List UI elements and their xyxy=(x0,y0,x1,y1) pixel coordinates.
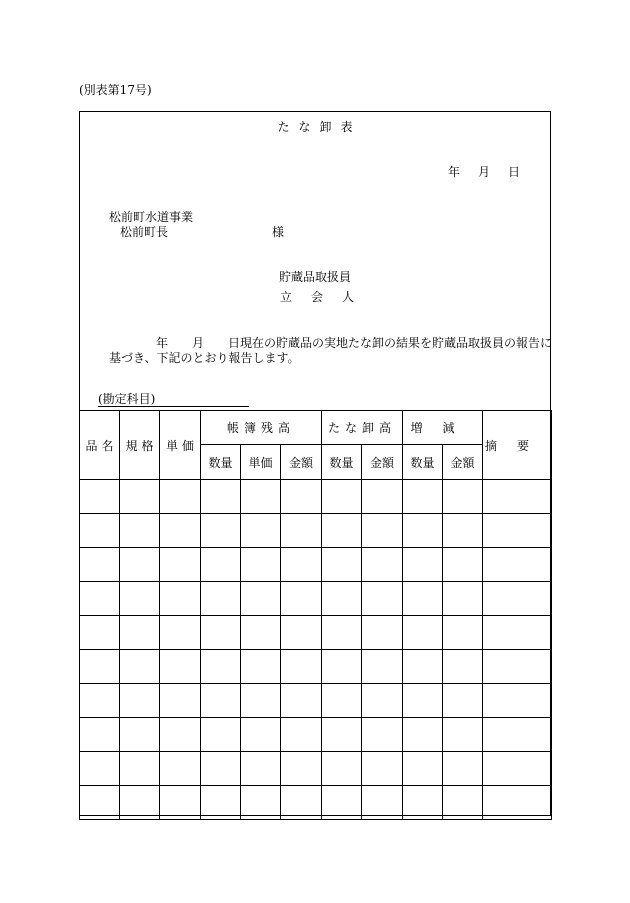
table-cell[interactable] xyxy=(322,752,362,786)
table-cell[interactable] xyxy=(281,480,322,514)
addressee-honorific: 様 xyxy=(272,225,285,239)
table-cell[interactable] xyxy=(241,480,281,514)
table-cell[interactable] xyxy=(443,650,483,684)
subheader-change-amount: 金額 xyxy=(443,445,483,480)
table-cell[interactable] xyxy=(403,752,443,786)
table-cell[interactable] xyxy=(160,480,201,514)
table-cell[interactable] xyxy=(322,718,362,752)
table-cell[interactable] xyxy=(120,514,160,548)
table-cell[interactable] xyxy=(160,786,201,820)
table-row xyxy=(80,650,552,684)
subheader-book-amount: 金額 xyxy=(281,445,322,480)
table-cell[interactable] xyxy=(403,684,443,718)
table-cell[interactable] xyxy=(322,514,362,548)
table-cell[interactable] xyxy=(443,548,483,582)
date-year-label: 年 xyxy=(447,165,460,179)
table-cell[interactable] xyxy=(403,650,443,684)
table-cell[interactable] xyxy=(120,480,160,514)
table-cell[interactable] xyxy=(160,650,201,684)
table-cell[interactable] xyxy=(241,616,281,650)
table-cell[interactable] xyxy=(120,684,160,718)
table-cell[interactable] xyxy=(80,616,120,650)
form-title: たな卸表 xyxy=(277,120,362,134)
table-cell[interactable] xyxy=(403,616,443,650)
subheader-book-quantity: 数量 xyxy=(201,445,241,480)
account-label: (勘定科目) xyxy=(98,392,249,407)
table-row xyxy=(80,514,552,548)
table-cell[interactable] xyxy=(281,616,322,650)
table-cell[interactable] xyxy=(483,582,552,616)
table-cell[interactable] xyxy=(201,582,241,616)
header-change: 増減 xyxy=(403,411,483,445)
table-cell[interactable] xyxy=(281,684,322,718)
table-cell[interactable] xyxy=(443,616,483,650)
table-cell[interactable] xyxy=(362,786,403,820)
table-cell[interactable] xyxy=(322,582,362,616)
table-cell[interactable] xyxy=(322,786,362,820)
table-cell[interactable] xyxy=(403,480,443,514)
statement-line-2: 基づき、下記のとおり報告します。 xyxy=(109,351,300,365)
subheader-book-unit-price: 単価 xyxy=(241,445,281,480)
table-cell[interactable] xyxy=(80,752,120,786)
table-row xyxy=(80,684,552,718)
table-cell[interactable] xyxy=(483,786,552,820)
witness-char-1: 立 xyxy=(280,290,293,304)
table-cell[interactable] xyxy=(201,480,241,514)
table-cell[interactable] xyxy=(281,514,322,548)
date-month-label: 月 xyxy=(477,165,490,179)
table-cell[interactable] xyxy=(443,514,483,548)
table-cell[interactable] xyxy=(120,786,160,820)
table-cell[interactable] xyxy=(120,616,160,650)
table-cell[interactable] xyxy=(160,514,201,548)
table-cell[interactable] xyxy=(160,548,201,582)
table-cell[interactable] xyxy=(443,752,483,786)
table-cell[interactable] xyxy=(201,752,241,786)
subheader-change-quantity: 数量 xyxy=(403,445,443,480)
header-unit-price: 単価 xyxy=(160,411,201,480)
table-cell[interactable] xyxy=(241,752,281,786)
table-cell[interactable] xyxy=(241,786,281,820)
table-row xyxy=(80,752,552,786)
header-remarks: 摘要 xyxy=(483,411,552,480)
table-row xyxy=(80,480,552,514)
table-cell[interactable] xyxy=(80,650,120,684)
table-cell[interactable] xyxy=(241,582,281,616)
table-cell[interactable] xyxy=(483,616,552,650)
addressee-org: 松前町水道事業 xyxy=(109,210,194,224)
table-cell[interactable] xyxy=(483,752,552,786)
table-cell[interactable] xyxy=(281,718,322,752)
table-cell[interactable] xyxy=(120,752,160,786)
table-cell[interactable] xyxy=(483,514,552,548)
table-cell[interactable] xyxy=(281,582,322,616)
table-cell[interactable] xyxy=(443,480,483,514)
table-cell[interactable] xyxy=(281,650,322,684)
table-cell[interactable] xyxy=(80,718,120,752)
table-cell[interactable] xyxy=(403,514,443,548)
witness-char-3: 人 xyxy=(342,290,355,304)
table-cell[interactable] xyxy=(160,616,201,650)
table-cell[interactable] xyxy=(80,514,120,548)
table-cell[interactable] xyxy=(80,582,120,616)
table-cell[interactable] xyxy=(362,548,403,582)
table-cell[interactable] xyxy=(201,786,241,820)
custodian-label: 貯蔵品取扱員 xyxy=(279,270,352,284)
header-inventory: たな卸高 xyxy=(322,411,403,445)
table-cell[interactable] xyxy=(241,684,281,718)
table-cell[interactable] xyxy=(120,650,160,684)
table-cell[interactable] xyxy=(403,548,443,582)
subheader-inventory-amount: 金額 xyxy=(362,445,403,480)
table-cell[interactable] xyxy=(483,684,552,718)
witness-char-2: 会 xyxy=(311,290,324,304)
table-cell[interactable] xyxy=(120,582,160,616)
table-cell[interactable] xyxy=(281,548,322,582)
table-cell[interactable] xyxy=(160,684,201,718)
date-day-label: 日 xyxy=(507,165,520,179)
table-cell[interactable] xyxy=(281,786,322,820)
table-cell[interactable] xyxy=(362,718,403,752)
table-cell[interactable] xyxy=(201,616,241,650)
table-cell[interactable] xyxy=(241,548,281,582)
table-cell[interactable] xyxy=(483,650,552,684)
table-body xyxy=(80,480,552,820)
table-cell[interactable] xyxy=(322,650,362,684)
addressee-mayor: 松前町長 xyxy=(120,225,169,239)
statement-year: 年 xyxy=(156,336,169,350)
table-cell[interactable] xyxy=(281,752,322,786)
table-cell[interactable] xyxy=(443,786,483,820)
table-cell[interactable] xyxy=(403,786,443,820)
statement-month: 月 xyxy=(192,336,205,350)
table-cell[interactable] xyxy=(241,514,281,548)
table-cell[interactable] xyxy=(322,684,362,718)
table-row xyxy=(80,786,552,820)
statement-line1-rest: 日現在の貯蔵品の実地たな卸の結果を貯蔵品取扱員の報告に xyxy=(228,336,553,350)
table-cell[interactable] xyxy=(120,548,160,582)
table-cell[interactable] xyxy=(443,582,483,616)
table-cell[interactable] xyxy=(362,616,403,650)
table-cell[interactable] xyxy=(80,548,120,582)
table-row xyxy=(80,548,552,582)
table-cell[interactable] xyxy=(160,582,201,616)
form-number: (別表第17号) xyxy=(79,83,152,97)
table-cell[interactable] xyxy=(362,684,403,718)
table-cell[interactable] xyxy=(362,582,403,616)
table-cell[interactable] xyxy=(201,718,241,752)
table-cell[interactable] xyxy=(362,480,403,514)
subheader-inventory-quantity: 数量 xyxy=(322,445,362,480)
table-cell[interactable] xyxy=(483,548,552,582)
table-cell[interactable] xyxy=(80,684,120,718)
header-book-balance: 帳簿残高 xyxy=(201,411,322,445)
table-cell[interactable] xyxy=(201,684,241,718)
table-cell[interactable] xyxy=(403,582,443,616)
table-cell[interactable] xyxy=(322,616,362,650)
table-cell[interactable] xyxy=(322,480,362,514)
table-cell[interactable] xyxy=(201,650,241,684)
table-cell[interactable] xyxy=(443,684,483,718)
table-cell[interactable] xyxy=(241,650,281,684)
table-cell[interactable] xyxy=(443,718,483,752)
table-cell[interactable] xyxy=(362,752,403,786)
form-header xyxy=(80,112,553,410)
header-item-name: 品名 xyxy=(80,411,120,480)
table-row xyxy=(80,718,552,752)
table-cell[interactable] xyxy=(120,718,160,752)
table-cell[interactable] xyxy=(201,514,241,548)
table-cell[interactable] xyxy=(322,548,362,582)
table-cell[interactable] xyxy=(201,548,241,582)
inventory-form xyxy=(79,111,551,816)
date-line xyxy=(448,163,520,180)
table-cell[interactable] xyxy=(362,650,403,684)
table-row xyxy=(80,616,552,650)
table-cell[interactable] xyxy=(241,718,281,752)
table-cell[interactable] xyxy=(403,718,443,752)
table-cell[interactable] xyxy=(362,514,403,548)
table-cell[interactable] xyxy=(160,718,201,752)
table-cell[interactable] xyxy=(483,480,552,514)
table-cell[interactable] xyxy=(80,786,120,820)
inventory-table xyxy=(79,410,552,820)
table-cell[interactable] xyxy=(483,718,552,752)
table-row xyxy=(80,582,552,616)
table-cell[interactable] xyxy=(160,752,201,786)
header-spec: 規格 xyxy=(120,411,160,480)
table-cell[interactable] xyxy=(80,480,120,514)
